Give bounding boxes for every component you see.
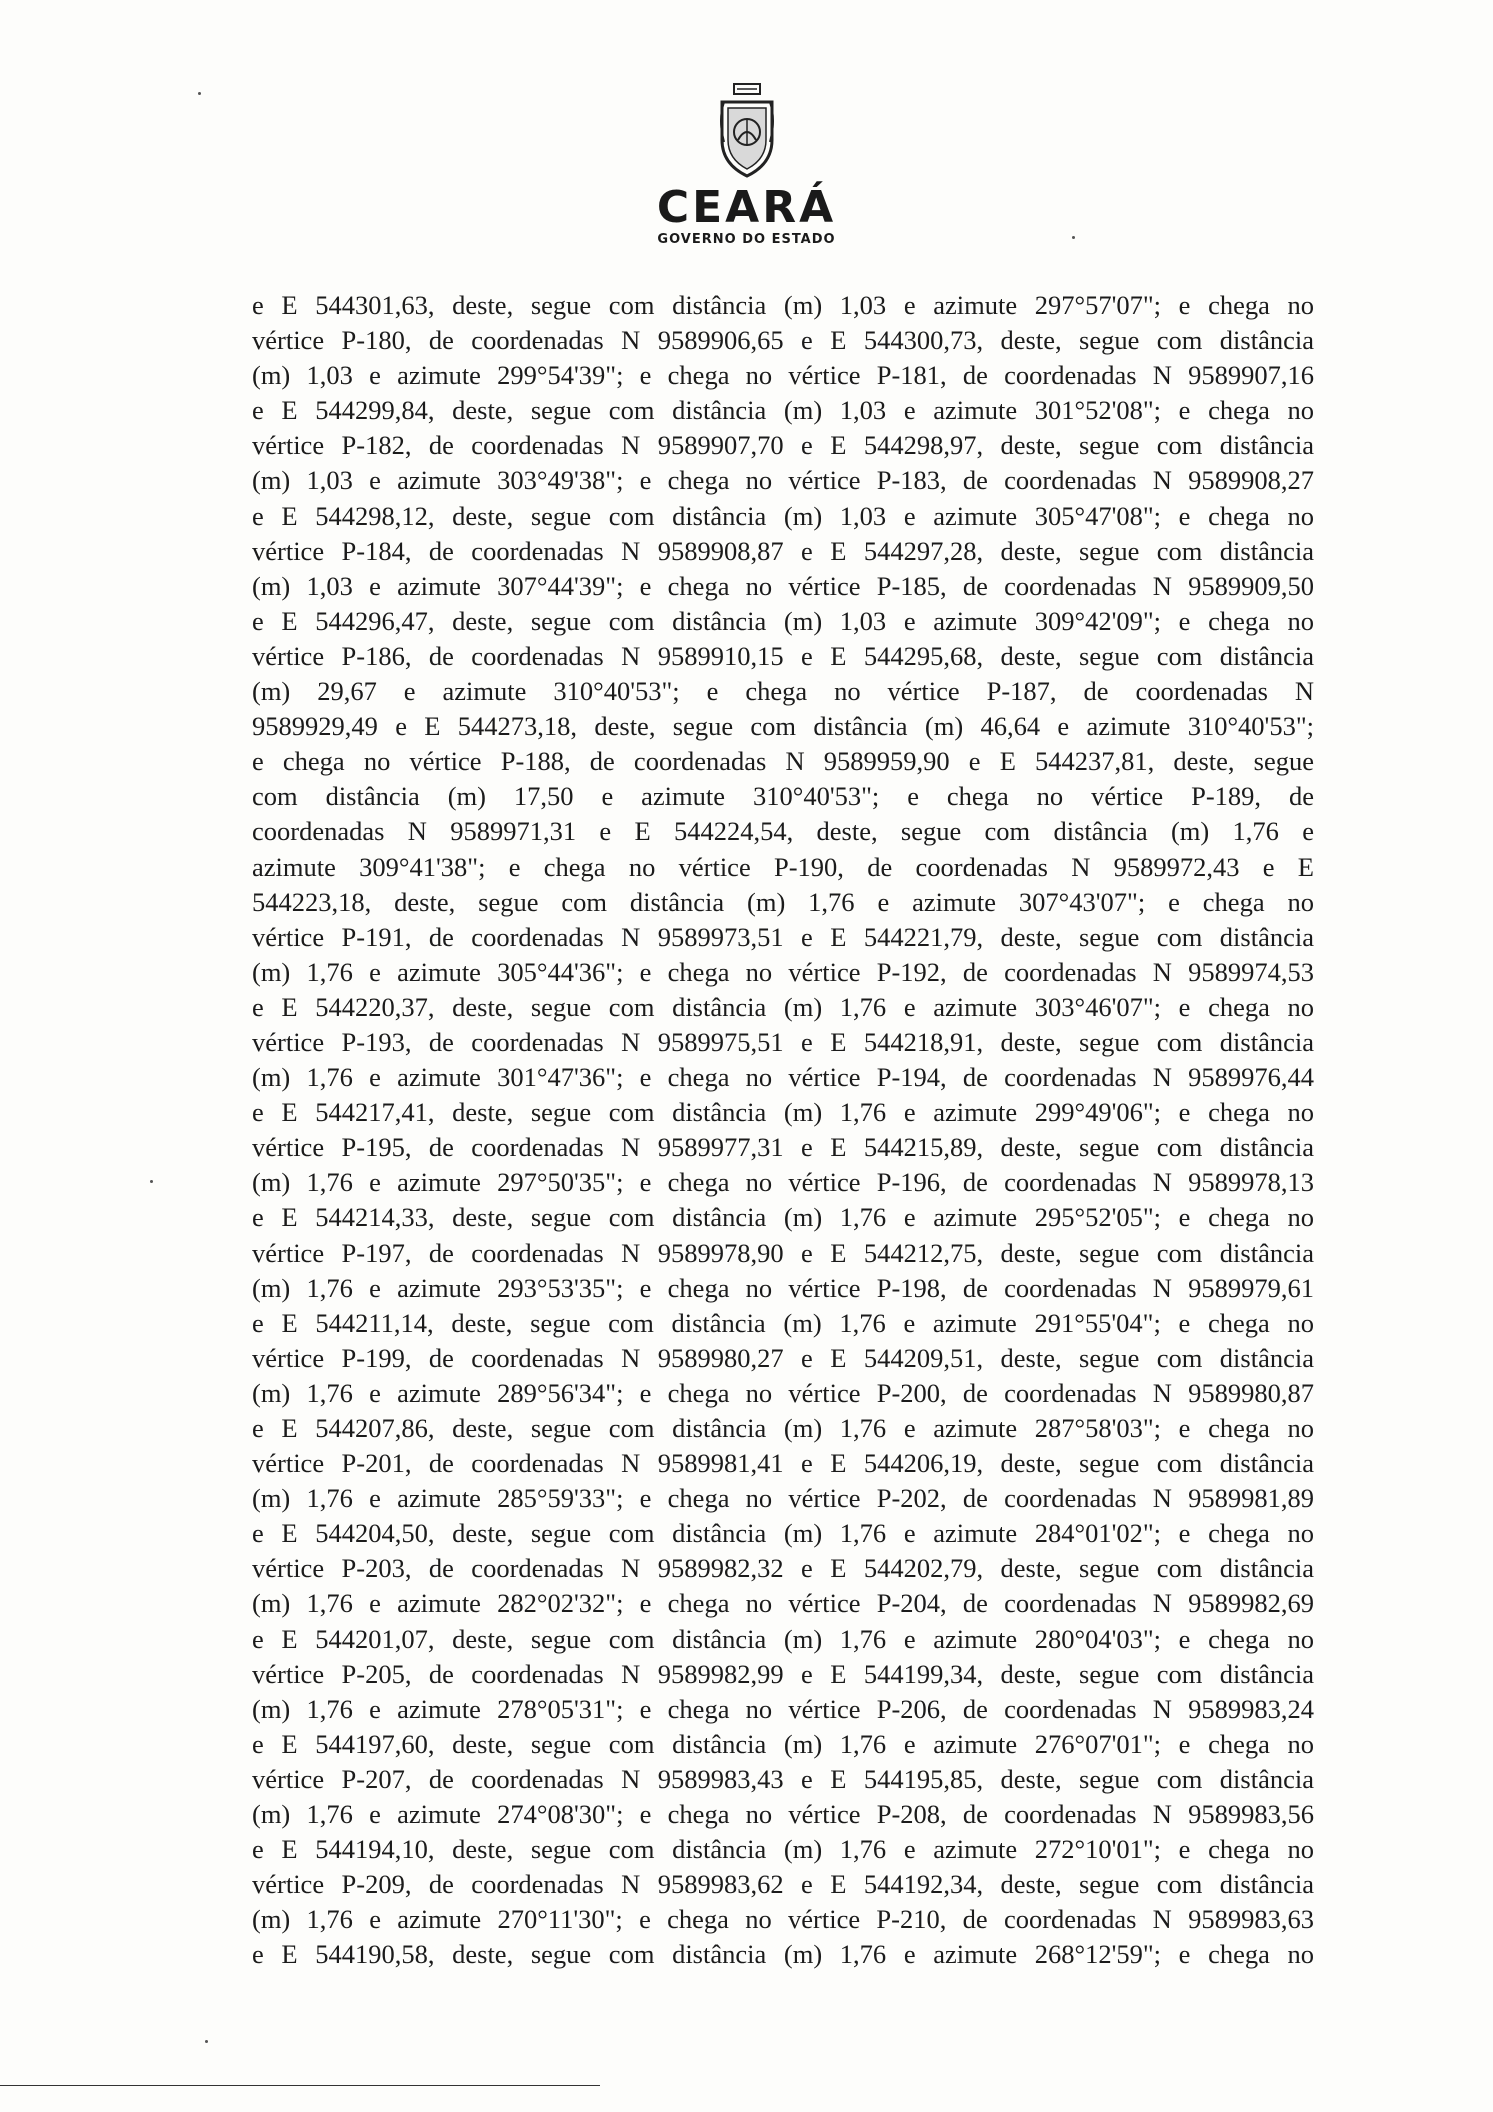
text-line: vértice P-197, de coordenadas N 9589978,90 e E 544212,75, deste, segue com distância	[252, 1237, 1314, 1268]
text-line: e E 544201,07, deste, segue com distância (m) 1,76 e azimute 280°04'03"; e chega no	[252, 1623, 1314, 1654]
text-line: e E 544298,12, deste, segue com distância (m) 1,03 e azimute 305°47'08"; e chega no	[252, 500, 1314, 531]
text-line: (m) 1,76 e azimute 305°44'36"; e chega no vértice P-192, de coordenadas N 9589974,53	[252, 956, 1314, 987]
text-line: vértice P-180, de coordenadas N 9589906,65 e E 544300,73, deste, segue com distância	[252, 325, 1314, 356]
text-line: vértice P-207, de coordenadas N 9589983,43 e E 544195,85, deste, segue com distância	[252, 1763, 1314, 1794]
scan-speck	[1072, 236, 1075, 239]
brand-title: CEARÁ	[656, 182, 837, 233]
text-line: 9589929,49 e E 544273,18, deste, segue com distância (m) 46,64 e azimute 310°40'53";	[252, 711, 1314, 742]
text-line: vértice P-205, de coordenadas N 9589982,99 e E 544199,34, deste, segue com distância	[252, 1658, 1314, 1689]
scan-speck	[205, 2040, 208, 2043]
text-line: azimute 309°41'38"; e chega no vértice P-190, de coordenadas N 9589972,43 e E	[252, 851, 1314, 882]
footer-rule	[0, 2085, 600, 2086]
text-line: 544223,18, deste, segue com distância (m) 1,76 e azimute 307°43'07"; e chega no	[252, 886, 1314, 917]
text-line: vértice P-184, de coordenadas N 9589908,87 e E 544297,28, deste, segue com distância	[252, 535, 1314, 566]
text-line: e chega no vértice P-188, de coordenadas N 9589959,90 e E 544237,81, deste, segue	[252, 746, 1314, 777]
text-line: e E 544299,84, deste, segue com distância (m) 1,03 e azimute 301°52'08"; e chega no	[252, 395, 1314, 426]
text-line: vértice P-186, de coordenadas N 9589910,15 e E 544295,68, deste, segue com distância	[252, 640, 1314, 671]
text-line: (m) 1,03 e azimute 303°49'38"; e chega no vértice P-183, de coordenadas N 9589908,27	[252, 465, 1314, 496]
text-line: (m) 1,76 e azimute 297°50'35"; e chega no vértice P-196, de coordenadas N 9589978,13	[252, 1167, 1314, 1198]
text-line: e E 544301,63, deste, segue com distância (m) 1,03 e azimute 297°57'07"; e chega no	[252, 290, 1314, 320]
text-line: vértice P-193, de coordenadas N 9589975,51 e E 544218,91, deste, segue com distância	[252, 1026, 1314, 1057]
state-coat-of-arms-icon	[704, 80, 790, 180]
text-line: vértice P-203, de coordenadas N 9589982,32 e E 544202,79, deste, segue com distância	[252, 1553, 1314, 1584]
text-line: e E 544207,86, deste, segue com distância (m) 1,76 e azimute 287°58'03"; e chega no	[252, 1413, 1314, 1443]
text-line: vértice P-209, de coordenadas N 9589983,62 e E 544192,34, deste, segue com distância	[252, 1869, 1314, 1900]
text-line: (m) 1,76 e azimute 278°05'31"; e chega no vértice P-206, de coordenadas N 9589983,24	[252, 1693, 1314, 1724]
text-line: (m) 1,76 e azimute 282°02'32"; e chega no vértice P-204, de coordenadas N 9589982,69	[252, 1588, 1314, 1619]
text-line: (m) 1,03 e azimute 299°54'39"; e chega no vértice P-181, de coordenadas N 9589907,16	[252, 360, 1314, 391]
text-line: vértice P-191, de coordenadas N 9589973,51 e E 544221,79, deste, segue com distância	[252, 921, 1314, 952]
text-line: (m) 1,03 e azimute 307°44'39"; e chega no vértice P-185, de coordenadas N 9589909,50	[252, 570, 1314, 601]
text-line: e E 544296,47, deste, segue com distância (m) 1,03 e azimute 309°42'09"; e chega no	[252, 605, 1314, 636]
text-line: e E 544220,37, deste, segue com distância (m) 1,76 e azimute 303°46'07"; e chega no	[252, 991, 1314, 1022]
text-line: e E 544211,14, deste, segue com distância (m) 1,76 e azimute 291°55'04"; e chega no	[252, 1307, 1314, 1338]
text-line: e E 544194,10, deste, segue com distância (m) 1,76 e azimute 272°10'01"; e chega no	[252, 1834, 1314, 1865]
text-line: e E 544214,33, deste, segue com distância (m) 1,76 e azimute 295°52'05"; e chega no	[252, 1202, 1314, 1233]
brand-subtitle: GOVERNO DO ESTADO	[657, 232, 836, 247]
letterhead	[0, 80, 1493, 248]
text-line: (m) 1,76 e azimute 285°59'33"; e chega no vértice P-202, de coordenadas N 9589981,89	[252, 1483, 1314, 1514]
text-line: (m) 1,76 e azimute 289°56'34"; e chega no vértice P-200, de coordenadas N 9589980,87	[252, 1377, 1314, 1408]
text-line: e E 544217,41, deste, segue com distância (m) 1,76 e azimute 299°49'06"; e chega no	[252, 1097, 1314, 1128]
text-line: vértice P-199, de coordenadas N 9589980,27 e E 544209,51, deste, segue com distância	[252, 1342, 1314, 1373]
document-body	[252, 288, 1314, 1973]
text-line: (m) 1,76 e azimute 293°53'35"; e chega no vértice P-198, de coordenadas N 9589979,61	[252, 1272, 1314, 1303]
text-line: e E 544190,58, deste, segue com distância (m) 1,76 e azimute 268°12'59"; e chega no	[252, 1939, 1314, 1970]
text-line: (m) 1,76 e azimute 274°08'30"; e chega no vértice P-208, de coordenadas N 9589983,56	[252, 1799, 1314, 1830]
text-line: e E 544197,60, deste, segue com distância (m) 1,76 e azimute 276°07'01"; e chega no	[252, 1728, 1314, 1759]
text-line: vértice P-195, de coordenadas N 9589977,31 e E 544215,89, deste, segue com distância	[252, 1132, 1314, 1163]
text-line: vértice P-201, de coordenadas N 9589981,41 e E 544206,19, deste, segue com distância	[252, 1448, 1314, 1479]
text-line: (m) 29,67 e azimute 310°40'53"; e chega no vértice P-187, de coordenadas N	[252, 676, 1314, 707]
text-line: e E 544204,50, deste, segue com distância (m) 1,76 e azimute 284°01'02"; e chega no	[252, 1518, 1314, 1549]
scan-speck	[198, 92, 201, 95]
text-line: com distância (m) 17,50 e azimute 310°40'53"; e chega no vértice P-189, de	[252, 781, 1314, 812]
text-line: (m) 1,76 e azimute 270°11'30"; e chega no vértice P-210, de coordenadas N 9589983,63	[252, 1904, 1314, 1935]
text-line: vértice P-182, de coordenadas N 9589907,70 e E 544298,97, deste, segue com distância	[252, 430, 1314, 461]
text-line: (m) 1,76 e azimute 301°47'36"; e chega no vértice P-194, de coordenadas N 9589976,44	[252, 1062, 1314, 1093]
text-line: coordenadas N 9589971,31 e E 544224,54, deste, segue com distância (m) 1,76 e	[252, 816, 1314, 847]
scan-speck	[150, 1180, 153, 1183]
